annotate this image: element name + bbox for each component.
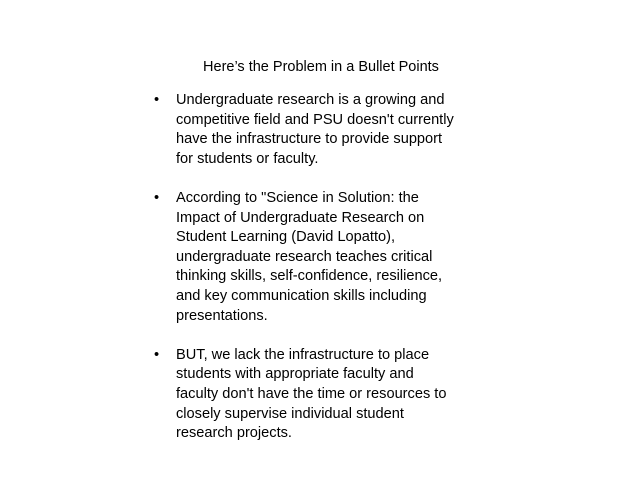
bullet-item (152, 189, 472, 326)
bullet-item (152, 346, 472, 444)
bullet-text-line: According to "Science in Solution: the (176, 189, 419, 206)
bullet-text-line: thinking skills, self-confidence, resilience, (176, 268, 443, 285)
bullet-text-line: Undergraduate research is a growing and (176, 92, 445, 108)
bullet-text-line: have the infrastructure to provide support (176, 131, 443, 148)
bullet-text-line: closely supervise individual student (176, 405, 404, 422)
slide-title: Here’s the Problem in a Bullet Points (203, 59, 439, 75)
bullet-text-line: undergraduate research teaches critical (176, 248, 433, 265)
bullet-text-line: Student Learning (David Lopatto), (176, 229, 396, 246)
bullet-dot-icon: • (154, 189, 160, 206)
bullet-text-line: presentations. (176, 307, 268, 324)
bullet-text-line: Impact of Undergraduate Research on (176, 209, 425, 226)
bullet-item (152, 91, 472, 169)
bullet-text-line: competitive field and PSU doesn't currently (176, 111, 454, 128)
bullet-dot-icon: • (154, 92, 160, 108)
bullet-text-line: for students or faculty. (176, 150, 319, 167)
bullet-text-line: and key communication skills including (176, 287, 427, 304)
bullet-list (152, 91, 472, 444)
bullet-text-line: students with appropriate faculty and (176, 366, 414, 383)
bullet-dot-icon: • (154, 346, 160, 363)
bullet-text-line: research projects. (176, 425, 292, 442)
bullet-text-line: BUT, we lack the infrastructure to place (176, 346, 430, 363)
bullet-text-line: faculty don't have the time or resources to (176, 385, 447, 402)
